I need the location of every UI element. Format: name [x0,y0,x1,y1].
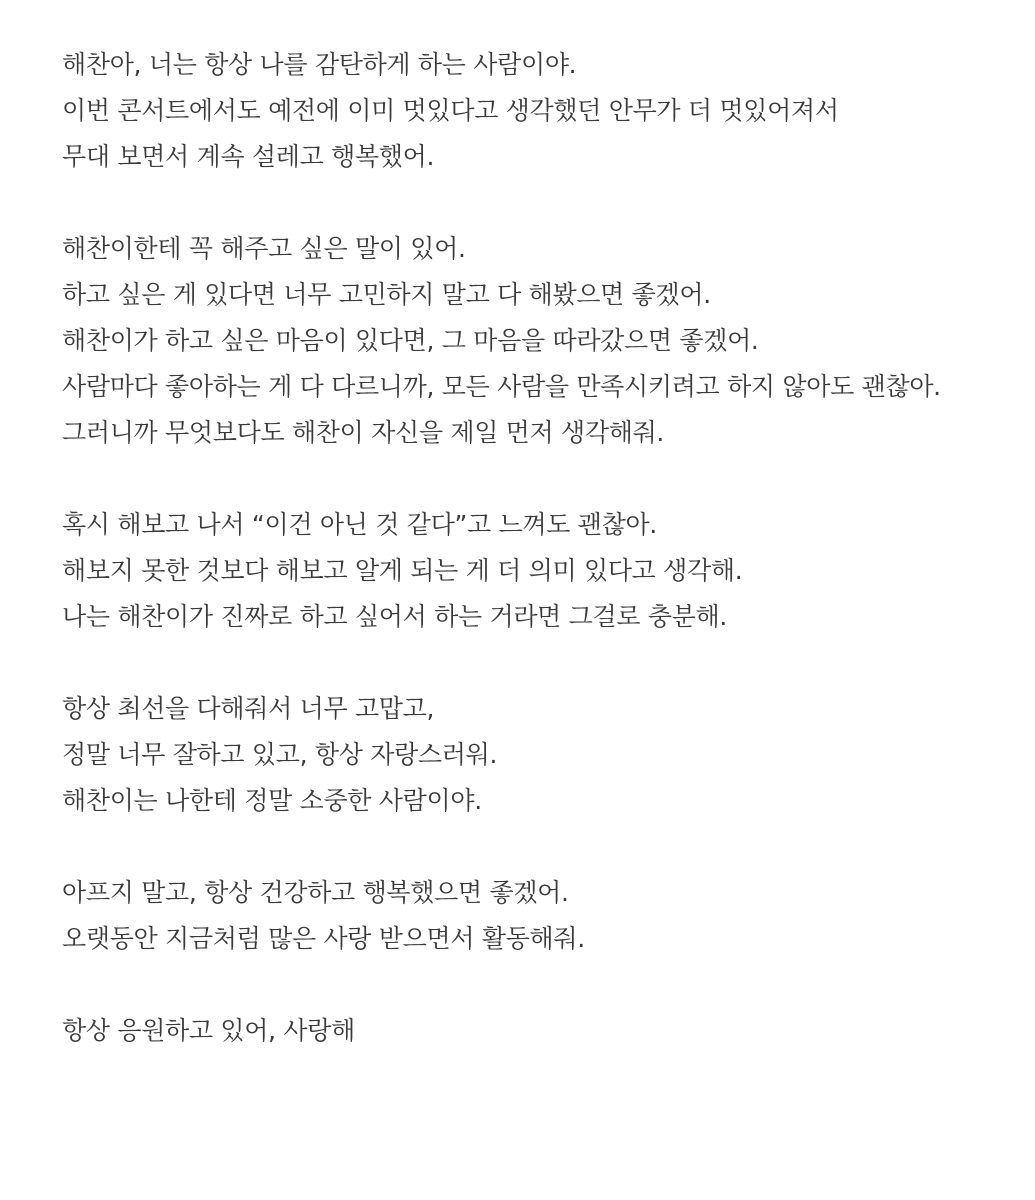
text-line: 해찬아, 너는 항상 나를 감탄하게 하는 사람이야. [62,50,577,79]
text-line: 해찬이는 나한테 정말 소중한 사람이야. [62,786,482,815]
text-line: 하고 싶은 게 있다면 너무 고민하지 말고 다 해봤으면 좋겠어. [62,280,711,309]
paragraph-5 [62,870,1022,962]
text-line: 그러니까 무엇보다도 해찬이 자신을 제일 먼저 생각해줘. [62,418,665,447]
text-line: 나는 해찬이가 진짜로 하고 싶어서 하는 거라면 그걸로 충분해. [62,602,728,631]
text-line: 사람마다 좋아하는 게 다 다르니까, 모든 사람을 만족시키려고 하지 않아도 괜찮아. [62,372,941,401]
text-line: 항상 최선을 다해줘서 너무 고맙고, [62,694,435,723]
text-line: 해찬이가 하고 싶은 마음이 있다면, 그 마음을 따라갔으면 좋겠어. [62,326,759,355]
text-line: 혹시 해보고 나서 “이건 아닌 것 같다”고 느껴도 괜찮아. [62,510,657,539]
paragraph-3 [62,502,1022,640]
text-line: 정말 너무 잘하고 있고, 항상 자랑스러워. [62,740,498,769]
text-line: 이번 콘서트에서도 예전에 이미 멋있다고 생각했던 안무가 더 멋있어져서 [62,96,839,125]
text-line: 무대 보면서 계속 설레고 행복했어. [62,142,435,171]
text-line: 아프지 말고, 항상 건강하고 행복했으면 좋겠어. [62,878,569,907]
closing-line: 항상 응원하고 있어, 사랑해 [62,1016,355,1045]
text-line: 해찬이한테 꼭 해주고 싶은 말이 있어. [62,234,466,263]
text-line: 오랫동안 지금처럼 많은 사랑 받으면서 활동해줘. [62,924,585,953]
paragraph-4 [62,686,1022,824]
paragraph-6-closing [62,1008,1022,1054]
paragraph-2 [62,226,1022,456]
text-line: 해보지 못한 것보다 해보고 알게 되는 게 더 의미 있다고 생각해. [62,556,743,585]
paragraph-1 [62,42,1022,180]
letter-body [62,42,1022,1054]
